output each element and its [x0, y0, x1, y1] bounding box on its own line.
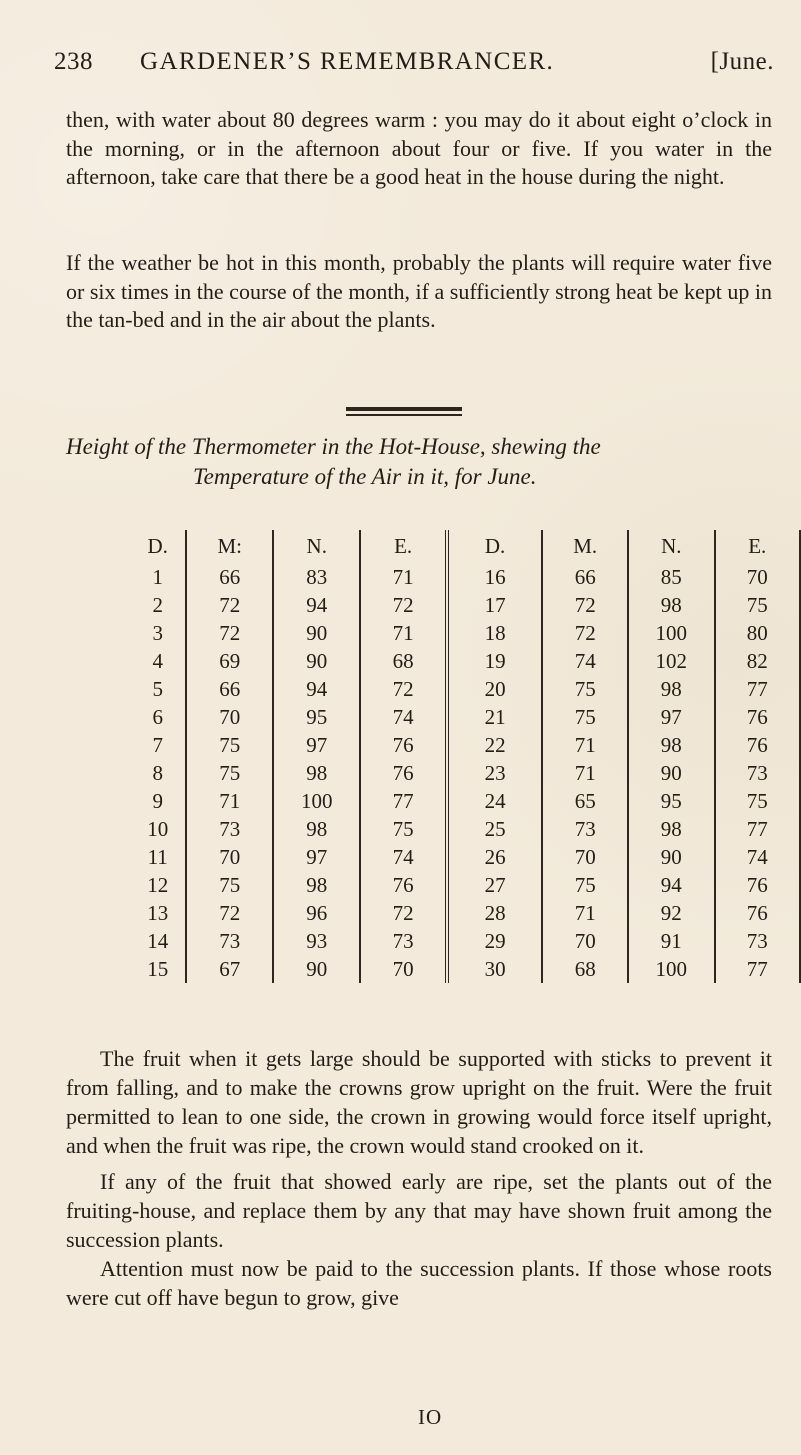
table-cell: 26 — [447, 843, 542, 871]
table-cell: 90 — [628, 843, 714, 871]
table-cell: 90 — [273, 619, 360, 647]
table-cell: 25 — [447, 815, 542, 843]
table-cell: 72 — [542, 591, 628, 619]
table-cell: 70 — [186, 703, 273, 731]
table-cell: 75 — [542, 675, 628, 703]
table-cell: 76 — [360, 759, 446, 787]
table-cell: 9 — [152, 789, 163, 813]
after-table-paragraph-2: If any of the fruit that showed early are ripe, set the plants out of the fruiting-house, and replace them by any that may have shown fruit among the succession plants. — [66, 1169, 772, 1252]
table-header-evening: E. — [360, 530, 446, 563]
table-cell: 72 — [186, 899, 273, 927]
table-cell: 17 — [447, 591, 542, 619]
table-cell: 74 — [360, 703, 446, 731]
table-cell: 95 — [273, 703, 360, 731]
table-cell: 22 — [447, 731, 542, 759]
table-row — [130, 871, 800, 899]
table-title-line-2: Temperature of the Air in it, for June. — [193, 464, 537, 489]
table-cell: 75 — [186, 871, 273, 899]
table-cell: 30 — [447, 955, 542, 983]
month-label: [June. — [710, 48, 774, 75]
table-header-evening-second: E. — [715, 530, 801, 563]
table-cell: 75 — [715, 787, 801, 815]
table-cell: 70 — [542, 843, 628, 871]
table-cell: 73 — [186, 927, 273, 955]
table-row — [130, 591, 800, 619]
table-cell: 71 — [542, 731, 628, 759]
table-header-morning-second: M. — [542, 530, 628, 563]
intro-paragraph-1: then, with water about 80 degrees warm : you may do it about eight o’clock in the morning, or in the afternoon about four or five. If you water in the afternoon, take care that there be a good heat in the house during the night. — [66, 107, 772, 189]
table-cell: 72 — [360, 675, 446, 703]
table-cell: 18 — [447, 619, 542, 647]
table-cell: 73 — [542, 815, 628, 843]
table-cell: 94 — [273, 591, 360, 619]
table-cell: 5 — [152, 677, 163, 701]
table-cell: 65 — [542, 787, 628, 815]
section-rule-thick — [346, 407, 462, 411]
table-header-day-second: D. — [447, 530, 542, 563]
table-cell: 8 — [152, 761, 163, 785]
table-cell: 76 — [360, 871, 446, 899]
table-cell: 76 — [715, 703, 801, 731]
table-cell: 97 — [273, 731, 360, 759]
table-cell: 93 — [273, 927, 360, 955]
table-header-noon-second: N. — [628, 530, 714, 563]
table-cell: 27 — [447, 871, 542, 899]
table-cell: 71 — [186, 787, 273, 815]
table-cell: 16 — [447, 563, 542, 591]
table-cell: 75 — [186, 759, 273, 787]
table-cell: 75 — [542, 703, 628, 731]
table-cell: 71 — [542, 899, 628, 927]
table-cell: 21 — [447, 703, 542, 731]
table-cell: 97 — [273, 843, 360, 871]
table-cell: 6 — [152, 705, 163, 729]
table-cell: 91 — [628, 927, 714, 955]
table-row — [130, 647, 800, 675]
table-cell: 71 — [360, 619, 446, 647]
table-cell: 12 — [147, 873, 169, 897]
table-cell: 77 — [360, 787, 446, 815]
table-cell: 98 — [273, 815, 360, 843]
table-cell: 100 — [628, 619, 714, 647]
table-cell: 102 — [628, 647, 714, 675]
table-cell: 71 — [360, 563, 446, 591]
table-title — [66, 432, 772, 492]
table-cell: 13 — [147, 901, 169, 925]
table-cell: 83 — [273, 563, 360, 591]
table-cell: 23 — [447, 759, 542, 787]
table-cell: 82 — [715, 647, 801, 675]
section-rule-thin — [346, 414, 462, 416]
table-cell: 98 — [628, 591, 714, 619]
table-cell: 71 — [542, 759, 628, 787]
table-cell: 67 — [186, 955, 273, 983]
table-cell: 85 — [628, 563, 714, 591]
table-cell: 1 — [152, 565, 163, 589]
table-cell: 72 — [186, 619, 273, 647]
table-header-noon: N. — [273, 530, 360, 563]
table-cell: 72 — [360, 591, 446, 619]
table-header-morning: M: — [186, 530, 273, 563]
table-row — [130, 619, 800, 647]
table-cell: 19 — [447, 647, 542, 675]
table-row — [130, 703, 800, 731]
table-cell: 100 — [273, 787, 360, 815]
table-cell: 24 — [447, 787, 542, 815]
table-cell: 76 — [715, 731, 801, 759]
table-cell: 98 — [628, 815, 714, 843]
table-cell: 14 — [147, 929, 169, 953]
table-cell: 90 — [628, 759, 714, 787]
table-cell: 66 — [186, 675, 273, 703]
table-cell: 70 — [542, 927, 628, 955]
table-cell: 77 — [715, 955, 801, 983]
table-cell: 72 — [186, 591, 273, 619]
table-cell: 73 — [715, 927, 801, 955]
table-cell: 68 — [360, 647, 446, 675]
page-number: 238 — [54, 48, 93, 75]
table-cell: 77 — [715, 815, 801, 843]
table-cell: 73 — [715, 759, 801, 787]
table-cell: 70 — [186, 843, 273, 871]
table-title-line-1: Height of the Thermometer in the Hot-House, shewing the — [66, 434, 601, 459]
table-cell: 98 — [273, 759, 360, 787]
table-cell: 74 — [715, 843, 801, 871]
running-title: GARDENER’S REMEMBRANCER. — [140, 48, 555, 75]
table-cell: 74 — [360, 843, 446, 871]
thermometer-table — [130, 530, 801, 983]
table-cell: 69 — [186, 647, 273, 675]
table-cell: 75 — [360, 815, 446, 843]
table-cell: 3 — [152, 621, 163, 645]
table-cell: 97 — [628, 703, 714, 731]
table-cell: 95 — [628, 787, 714, 815]
table-cell: 74 — [542, 647, 628, 675]
table-cell: 75 — [186, 731, 273, 759]
table-cell: 90 — [273, 647, 360, 675]
page-header — [54, 48, 774, 82]
table-cell: 77 — [715, 675, 801, 703]
table-row — [130, 899, 800, 927]
table-row — [130, 955, 800, 983]
table-row — [130, 563, 800, 591]
after-table-paragraph-3: Attention must now be paid to the succession plants. If those whose roots were cut off have begun to grow, give — [66, 1256, 772, 1310]
table-cell: 72 — [542, 619, 628, 647]
table-cell: 4 — [152, 649, 163, 673]
table-cell: 29 — [447, 927, 542, 955]
table-row — [130, 787, 800, 815]
intro-paragraph-2: If the weather be hot in this month, probably the plants will require water five or six times in the course of the month, if a sufficiently strong heat be kept up in the tan-bed and in the air about the plants. — [66, 250, 772, 332]
table-row — [130, 675, 800, 703]
table-cell: 75 — [542, 871, 628, 899]
table-row — [130, 815, 800, 843]
table-cell: 68 — [542, 955, 628, 983]
table-cell: 80 — [715, 619, 801, 647]
table-cell: 7 — [152, 733, 163, 757]
table-cell: 76 — [360, 731, 446, 759]
table-cell: 28 — [447, 899, 542, 927]
table-cell: 75 — [715, 591, 801, 619]
table-cell: 98 — [628, 731, 714, 759]
table-row — [130, 843, 800, 871]
table-row — [130, 759, 800, 787]
table-cell: 20 — [447, 675, 542, 703]
table-cell: 73 — [360, 927, 446, 955]
table-cell: 76 — [715, 871, 801, 899]
table-header-day: D. — [147, 534, 168, 558]
table-cell: 70 — [715, 563, 801, 591]
table-cell: 66 — [542, 563, 628, 591]
table-cell: 98 — [628, 675, 714, 703]
table-cell: 72 — [360, 899, 446, 927]
table-cell: 73 — [186, 815, 273, 843]
table-cell: 94 — [273, 675, 360, 703]
after-table-paragraph-1: The fruit when it gets large should be supported with sticks to prevent it from falling, and to make the crowns grow upright on the fruit. Were the fruit permitted to lean to one side, the crown in growing would force itself upright, and when the fruit was ripe, the crown would stand crooked on it. — [66, 1046, 772, 1158]
table-cell: 15 — [147, 957, 169, 981]
table-cell: 76 — [715, 899, 801, 927]
table-cell: 10 — [147, 817, 169, 841]
table-header-row — [130, 530, 800, 563]
table-row — [130, 927, 800, 955]
table-cell: 11 — [147, 845, 168, 869]
table-cell: 96 — [273, 899, 360, 927]
table-cell: 100 — [628, 955, 714, 983]
table-cell: 92 — [628, 899, 714, 927]
table-cell: 98 — [273, 871, 360, 899]
signature-mark: IO — [418, 1405, 443, 1429]
table-cell: 70 — [360, 955, 446, 983]
table-cell: 90 — [273, 955, 360, 983]
table-row — [130, 731, 800, 759]
table-cell: 94 — [628, 871, 714, 899]
table-cell: 66 — [186, 563, 273, 591]
table-cell: 2 — [152, 593, 163, 617]
